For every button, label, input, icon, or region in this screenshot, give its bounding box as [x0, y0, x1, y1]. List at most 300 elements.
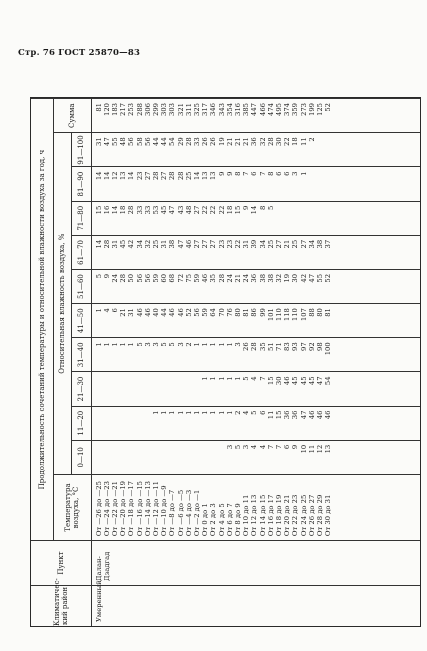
- table-cell: 27: [299, 239, 308, 249]
- table-cell: [168, 376, 176, 405]
- table-cell: 12: [315, 444, 324, 454]
- table-cell: 53: [151, 205, 160, 215]
- table-cell: 28: [127, 205, 136, 215]
- table-cell: 27: [192, 239, 201, 249]
- table-cell: 40: [151, 308, 160, 317]
- table-cell: 35: [258, 342, 267, 351]
- humidity-column: [91, 133, 420, 167]
- table-cell: 5: [94, 273, 103, 279]
- table-cell: От 20 до 21: [283, 494, 292, 537]
- table-cell: 321: [176, 103, 185, 116]
- table-cell: 385: [242, 103, 251, 116]
- table-cell: 50: [127, 273, 136, 283]
- table-cell: [160, 445, 168, 474]
- table-cell: 28: [119, 273, 128, 283]
- table-cell: 3: [151, 342, 160, 347]
- table-cell: 5: [160, 342, 169, 347]
- table-cell: 306: [143, 103, 152, 116]
- table-cell: 27: [201, 239, 210, 249]
- table-cell: 24: [110, 273, 119, 283]
- table-cell: 24: [242, 273, 251, 283]
- table-cell: 1: [217, 410, 226, 415]
- table-cell: 8: [258, 205, 267, 210]
- table-cell: 45: [119, 239, 128, 249]
- table-cell: 125: [315, 103, 324, 116]
- table-cell: 4: [242, 410, 251, 415]
- table-cell: 120: [102, 103, 111, 116]
- table-cell: 7: [274, 444, 283, 450]
- table-cell: 25: [266, 239, 275, 249]
- humidity-column: [91, 304, 420, 338]
- table-cell: 1: [209, 342, 218, 347]
- table-cell: 311: [184, 103, 193, 116]
- table-cell: 22: [233, 239, 242, 249]
- header-temperature: Температура воздуха, °С: [53, 474, 91, 540]
- table-cell: 1: [217, 342, 226, 347]
- table-cell: 2: [307, 137, 316, 142]
- table-cell: [111, 411, 119, 440]
- table-cell: [300, 206, 308, 235]
- table-cell: 3: [233, 342, 242, 347]
- table-cell: 59: [192, 273, 201, 283]
- table-cell: [160, 376, 168, 405]
- table-cell: 4: [258, 444, 267, 450]
- table-cell: 1: [225, 376, 234, 381]
- table-cell: 5: [233, 444, 242, 450]
- table-cell: [127, 445, 135, 474]
- table-cell: 28: [217, 273, 226, 283]
- table-cell: От —14 до —13: [143, 481, 152, 537]
- table-cell: [168, 445, 176, 474]
- table-cell: 48: [184, 205, 193, 215]
- table-cell: 6: [110, 308, 119, 313]
- header-humidity-range: 41—50: [71, 304, 91, 338]
- data-table: [31, 98, 420, 626]
- header-humidity: Относительная влажность воздуха, %: [53, 133, 71, 475]
- table-cell: 1: [209, 410, 218, 415]
- table-cell: 12: [110, 171, 119, 181]
- table-cell: 46: [176, 308, 185, 317]
- table-cell: 33: [135, 205, 144, 215]
- table-cell: 447: [250, 103, 259, 116]
- table-cell: 11: [307, 444, 316, 454]
- table-cell: 47: [168, 205, 177, 215]
- table-cell: 14: [94, 171, 103, 181]
- table-cell: 466: [258, 103, 267, 116]
- table-cell: 29: [176, 137, 185, 146]
- table-cell: [209, 445, 217, 474]
- table-cell: [152, 376, 160, 405]
- table-cell: 1: [160, 410, 169, 415]
- table-cell: 9: [217, 171, 226, 176]
- table-cell: [316, 172, 324, 201]
- table-cell: 45: [160, 205, 169, 215]
- table-cell: 27: [143, 171, 152, 181]
- table-cell: 25: [151, 239, 160, 249]
- table-cell: 2: [184, 342, 193, 347]
- table-cell: 1: [94, 308, 103, 313]
- table-cell: 5: [242, 376, 251, 381]
- table-cell: 1: [127, 342, 136, 347]
- table-cell: 71: [274, 342, 283, 351]
- table-cell: [324, 206, 332, 235]
- table-cell: От 18 до 19: [274, 494, 283, 537]
- table-cell: 217: [119, 103, 128, 116]
- table-cell: 25: [184, 171, 193, 181]
- humidity-column: [91, 338, 420, 372]
- header-humidity-range: 61—70: [71, 235, 91, 269]
- header-humidity-range: 81—90: [71, 167, 91, 201]
- table-cell: [95, 376, 103, 405]
- table-cell: 6: [283, 171, 292, 176]
- table-cell: 38: [315, 239, 324, 249]
- table-cell: 52: [324, 103, 333, 112]
- table-cell: 72: [176, 273, 185, 283]
- table-cell: От —6 до —5: [176, 489, 185, 537]
- table-cell: 474: [266, 103, 275, 116]
- table-cell: От 4 до 5: [217, 503, 226, 537]
- table-cell: 5: [266, 205, 275, 210]
- table-cell: 199: [307, 103, 316, 116]
- table-cell: 110: [274, 308, 283, 322]
- table-cell: 5: [250, 410, 259, 415]
- header-point: Пункт: [31, 541, 91, 586]
- table-cell: 343: [217, 103, 226, 116]
- table-cell: [95, 411, 103, 440]
- table-cell: 8: [233, 171, 242, 176]
- table-cell: 47: [307, 273, 316, 283]
- table-cell: [291, 206, 299, 235]
- table-cell: 56: [192, 308, 201, 317]
- table-cell: 38: [258, 273, 267, 283]
- table-cell: [103, 411, 111, 440]
- table-cell: 24: [225, 273, 234, 283]
- table-cell: 26: [201, 137, 210, 146]
- table-cell: 34: [307, 239, 316, 249]
- table-cell: 9: [225, 171, 234, 176]
- table-cell: 15: [274, 410, 283, 420]
- table-cell: 21: [233, 137, 242, 146]
- table-cell: 55: [110, 137, 119, 146]
- table-cell: От 8 до 9: [233, 503, 242, 537]
- table-cell: 22: [201, 205, 210, 215]
- table-cell: 38: [266, 273, 275, 283]
- temperature-column: [91, 474, 420, 540]
- table-cell: От 10 до 11: [242, 494, 251, 537]
- table-cell: 93: [291, 342, 300, 351]
- humidity-column: [91, 440, 420, 474]
- table-cell: 37: [324, 239, 333, 249]
- table-cell: 26: [242, 342, 251, 351]
- table-cell: 34: [258, 239, 267, 249]
- table-cell: [308, 172, 316, 201]
- table-cell: 1: [192, 410, 201, 415]
- table-cell: 44: [160, 137, 169, 146]
- table-cell: 58: [135, 137, 144, 146]
- table-cell: 1: [102, 342, 111, 347]
- table-cell: 299: [151, 103, 160, 116]
- table-cell: От —8 до —7: [168, 489, 177, 537]
- table-cell: От —26 до —25: [94, 481, 103, 537]
- table-cell: 36: [250, 273, 259, 283]
- table-cell: От 14 до 15: [258, 494, 267, 537]
- table-cell: 14: [94, 239, 103, 249]
- table-cell: [144, 411, 152, 440]
- table-cell: 64: [209, 308, 218, 317]
- table-cell: От 24 до 25: [299, 494, 308, 537]
- table-cell: 35: [209, 273, 218, 283]
- table-cell: 97: [299, 342, 308, 351]
- table-cell: 288: [135, 103, 144, 116]
- table-cell: [136, 376, 144, 405]
- table-cell: 1: [201, 410, 210, 415]
- table-cell: 14: [110, 205, 119, 215]
- table-cell: 18: [119, 205, 128, 215]
- table-cell: 253: [127, 103, 136, 116]
- header-humidity-range: 0—10: [71, 440, 91, 474]
- table-cell: 46: [307, 410, 316, 420]
- table-cell: [119, 445, 127, 474]
- table-cell: 36: [283, 410, 292, 420]
- table-cell: 31: [110, 239, 119, 249]
- table-cell: 47: [102, 137, 111, 146]
- table-cell: 42: [127, 239, 136, 249]
- table-cell: От 0 до 1: [201, 503, 210, 537]
- table-cell: 1: [217, 376, 226, 381]
- table-cell: От 22 до 23: [291, 494, 300, 537]
- table-cell: 16: [102, 205, 111, 215]
- table-cell: 76: [225, 308, 234, 317]
- table-cell: 83: [283, 342, 292, 351]
- table-cell: 80: [315, 308, 324, 317]
- table-cell: [136, 411, 144, 440]
- table-cell: 13: [201, 171, 210, 181]
- table-cell: 46: [315, 410, 324, 420]
- table-cell: 6: [250, 171, 259, 176]
- table-cell: [144, 376, 152, 405]
- humidity-column: [91, 372, 420, 406]
- table-cell: От —2 до —1: [192, 489, 201, 537]
- table-cell: 4: [250, 444, 259, 450]
- table-cell: 1: [299, 171, 308, 176]
- table-cell: 81: [94, 103, 103, 112]
- table-cell: От —20 до —19: [119, 481, 128, 537]
- table-cell: 1: [184, 410, 193, 415]
- table-cell: 48: [119, 137, 128, 146]
- table-cell: 26: [209, 137, 218, 146]
- table-cell: 22: [283, 137, 292, 146]
- table-cell: 1: [201, 376, 210, 381]
- table-cell: 45: [299, 376, 308, 386]
- table-cell: 9: [102, 273, 111, 279]
- table-cell: От 2 до 3: [209, 503, 218, 537]
- table-cell: 46: [168, 308, 177, 317]
- table-cell: 21: [119, 308, 128, 317]
- header-humidity-range: 11—20: [71, 406, 91, 440]
- table-cell: 80: [233, 308, 242, 317]
- humidity-column: [91, 167, 420, 201]
- table-cell: 46: [184, 239, 193, 249]
- table-cell: 25: [291, 239, 300, 249]
- humidity-column: [91, 269, 420, 303]
- table-cell: [308, 206, 316, 235]
- table-cell: 52: [324, 273, 333, 283]
- table-cell: 31: [94, 137, 103, 146]
- table-cell: 51: [266, 342, 275, 351]
- table-cell: 46: [135, 308, 144, 317]
- table-cell: 45: [291, 376, 300, 386]
- table-cell: [177, 445, 185, 474]
- humidity-column: [91, 201, 420, 235]
- table-cell: 21: [233, 273, 242, 283]
- header-humidity-range: 21—30: [71, 372, 91, 406]
- table-cell: 4: [102, 308, 111, 313]
- table-cell: 15: [233, 205, 242, 215]
- table-cell: 27: [274, 239, 283, 249]
- table-cell: 8: [266, 171, 275, 176]
- table-cell: 47: [315, 376, 324, 386]
- table-cell: 46: [324, 410, 333, 420]
- table-cell: [201, 445, 209, 474]
- table-cell: 28: [266, 137, 275, 146]
- header-humidity-range: 31—40: [71, 338, 91, 372]
- table-cell: 9: [242, 205, 251, 210]
- header-sum: Сумма: [53, 99, 91, 133]
- humidity-column: [91, 406, 420, 440]
- table-cell: 23: [217, 239, 226, 249]
- table-cell: 3: [225, 444, 234, 450]
- table-cell: 7: [266, 444, 275, 450]
- table-cell: 32: [258, 137, 267, 146]
- table-cell: От 12 до 13: [250, 494, 259, 537]
- table-cell: 33: [192, 137, 201, 146]
- table-cell: 1: [119, 342, 128, 347]
- table-cell: 14: [127, 171, 136, 181]
- table-cell: [144, 445, 152, 474]
- table-cell: 107: [299, 308, 308, 322]
- table-cell: 316: [233, 103, 242, 116]
- table-cell: [324, 137, 332, 166]
- table-cell: 9: [291, 444, 300, 450]
- table-cell: 92: [307, 342, 316, 351]
- table-cell: [111, 376, 119, 405]
- table-cell: 47: [299, 410, 308, 420]
- header-humidity-range: 51—60: [71, 269, 91, 303]
- table-cell: 56: [143, 137, 152, 146]
- table-cell: 98: [315, 342, 324, 351]
- table-cell: 28: [151, 171, 160, 181]
- table-cell: 99: [258, 308, 267, 317]
- table-cell: 7: [258, 171, 267, 176]
- table-cell: 21: [242, 137, 251, 146]
- header-duration: Продолжительность сочетаний температуры и относительной влажности воздуха за год, ч: [31, 99, 53, 541]
- page-header: Стр. 76 ГОСТ 25870—83: [18, 48, 141, 58]
- table-cell: 55: [315, 273, 324, 283]
- table-cell: 28: [176, 171, 185, 181]
- table-cell: 32: [143, 239, 152, 249]
- table-cell: От —10 до —9: [160, 485, 169, 537]
- table-cell: [218, 445, 226, 474]
- table-cell: 6: [258, 410, 267, 415]
- table-cell: 346: [209, 103, 218, 116]
- zone-cell: Умеренный: [91, 585, 420, 626]
- table-cell: 54: [324, 376, 333, 386]
- table-cell: 13: [324, 444, 333, 454]
- table-cell: [177, 376, 185, 405]
- table-cell: 30: [274, 137, 283, 146]
- table-cell: 59: [151, 273, 160, 283]
- table-cell: 7: [242, 171, 251, 176]
- table-cell: 39: [250, 239, 259, 249]
- table-cell: 81: [324, 308, 333, 317]
- table-cell: 13: [119, 171, 128, 181]
- table-cell: 45: [307, 376, 316, 386]
- table-cell: 359: [291, 103, 300, 116]
- table-cell: 22: [217, 205, 226, 215]
- table-cell: 1: [110, 342, 119, 347]
- table-cell: 14: [250, 205, 259, 215]
- table-cell: 14: [102, 171, 111, 181]
- table-cell: [185, 376, 193, 405]
- table-cell: 325: [192, 103, 201, 116]
- table-cell: 101: [266, 308, 275, 322]
- table-cell: 303: [160, 103, 169, 116]
- table-cell: 118: [283, 308, 292, 322]
- table-cell: 18: [291, 137, 300, 146]
- table-cell: От —4 до —3: [184, 489, 193, 537]
- table-cell: 46: [201, 273, 210, 283]
- table-cell: 15: [266, 376, 275, 386]
- table-cell: 1: [176, 410, 185, 415]
- table-cell: [111, 445, 119, 474]
- table-cell: 21: [283, 239, 292, 249]
- header-zone: Климатичес-кий район: [31, 585, 91, 626]
- table-cell: 88: [307, 308, 316, 317]
- table-cell: От —16 до —15: [135, 481, 144, 537]
- table-cell: 1: [201, 342, 210, 347]
- table-cell: 10: [299, 444, 308, 454]
- table-cell: 1: [168, 410, 177, 415]
- table-cell: 59: [201, 308, 210, 317]
- table-cell: 21: [225, 137, 234, 146]
- table-cell: [127, 376, 135, 405]
- table-cell: 3: [143, 342, 152, 347]
- table-cell: 273: [299, 103, 308, 116]
- table-cell: 31: [242, 239, 251, 249]
- table-cell: 70: [217, 308, 226, 317]
- table-cell: [316, 137, 324, 166]
- table-cell: От —12 до —11: [151, 481, 160, 537]
- table-cell: От —24 до —23: [102, 481, 111, 537]
- table-cell: 44: [151, 137, 160, 146]
- table-cell: 32: [274, 273, 283, 283]
- table-cell: 38: [168, 239, 177, 249]
- table-cell: 75: [184, 273, 193, 283]
- table-cell: 44: [160, 308, 169, 317]
- table-cell: От —22 до —21: [110, 481, 119, 537]
- sum-column: [91, 99, 420, 133]
- table-cell: 303: [168, 103, 177, 116]
- table-cell: 3: [291, 171, 300, 176]
- table-cell: 52: [184, 308, 193, 317]
- table-cell: От 16 до 17: [266, 494, 275, 537]
- table-cell: 30: [274, 376, 283, 386]
- table-cell: 7: [258, 376, 267, 381]
- table-cell: 46: [143, 308, 152, 317]
- table-cell: 68: [168, 273, 177, 283]
- table-cell: 54: [168, 137, 177, 146]
- table-cell: [95, 445, 103, 474]
